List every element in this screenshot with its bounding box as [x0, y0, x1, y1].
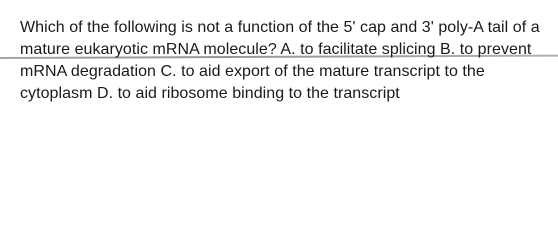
question-text: Which of the following is not a function of the 5' cap and 3' poly-A tail of a mature eukaryotic mRNA molecule? A. to facilitate splicing B. to prevent mRNA degradation C. to aid export of the mature transcript to the cytoplasm D. to aid ribosome binding to the transcript — [20, 19, 540, 102]
